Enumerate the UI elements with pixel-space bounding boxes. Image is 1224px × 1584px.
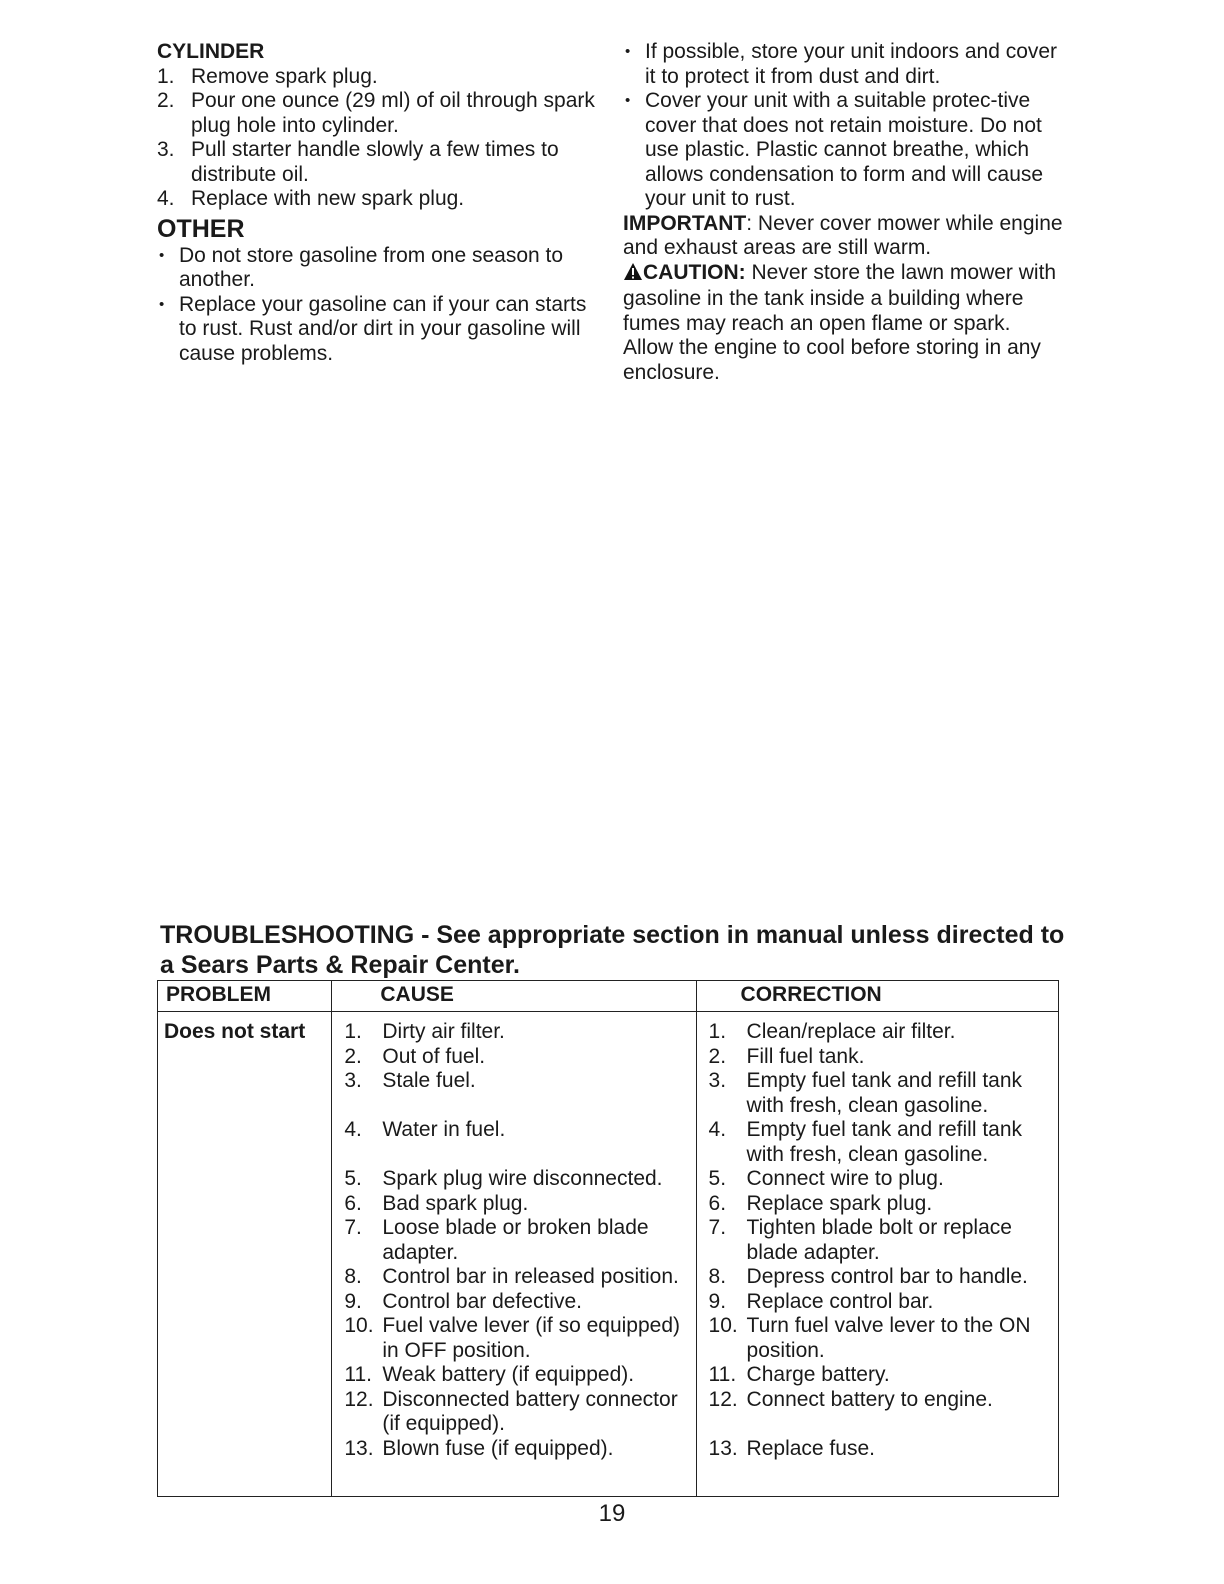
list-item (338, 1437, 689, 1462)
item-text: Stale fuel. (382, 1069, 476, 1092)
list-item (338, 1290, 689, 1315)
item-number: 5. (708, 1167, 727, 1190)
item-number: 1. (708, 1020, 727, 1043)
item-text: Out of fuel. (382, 1044, 486, 1068)
cause-cell (332, 1012, 696, 1497)
item-text: Spark plug wire disconnected. (382, 1167, 663, 1190)
list-item (338, 1314, 689, 1363)
item-text: Control bar defective. (382, 1289, 582, 1313)
item-number: 6. (708, 1191, 727, 1215)
cause-list (338, 1020, 689, 1461)
item-number: 9. (708, 1289, 727, 1313)
table-row (158, 1012, 1059, 1497)
item-text: Fill fuel tank. (746, 1044, 865, 1068)
list-item (338, 1265, 689, 1290)
item-text: Replace control bar. (746, 1289, 934, 1313)
list-item (157, 65, 597, 90)
list-item (703, 1314, 1052, 1363)
list-item (703, 1020, 1052, 1045)
step-number: 2. (157, 89, 175, 112)
item-number: 5. (344, 1167, 362, 1190)
step-text: Pour one ounce (29 ml) of oil through spark plug hole into cylinder. (191, 89, 595, 137)
item-text: Disconnected battery connector (if equipped). (382, 1387, 678, 1435)
list-item (703, 1265, 1052, 1290)
correction-header: CORRECTION (696, 981, 1058, 1012)
item-text: Clean/replace air filter. (746, 1020, 956, 1043)
item-text: Replace fuse. (746, 1436, 875, 1460)
list-item (338, 1069, 689, 1118)
item-number: 13. (344, 1436, 374, 1460)
right-column (623, 40, 1063, 385)
cylinder-steps (157, 65, 597, 212)
step-number: 4. (157, 187, 175, 210)
correction-cell (696, 1012, 1058, 1497)
item-text: Connect wire to plug. (746, 1167, 944, 1190)
table-header-row (158, 981, 1059, 1012)
list-item (338, 1020, 689, 1045)
item-number: 10. (344, 1314, 374, 1337)
list-item: • Cover your unit with a suitable protec-tive cover that does not retain moisture. Do not use plastic. Plastic cannot breathe, which allows condensation to form and will cause your unit to rust. (623, 89, 1063, 212)
item-number: 6. (344, 1191, 362, 1215)
list-item (338, 1118, 689, 1167)
important-note (623, 212, 1063, 261)
troubleshooting-table (157, 980, 1059, 1497)
item-text: Water in fuel. (382, 1118, 506, 1141)
item-text: Depress control bar to handle. (746, 1265, 1028, 1288)
item-number: 1. (344, 1020, 362, 1043)
item-text: Empty fuel tank and refill tank with fresh, clean gasoline. (746, 1069, 1023, 1117)
item-text: Dirty air filter. (382, 1020, 505, 1043)
list-item (338, 1192, 689, 1217)
item-number: 10. (708, 1314, 738, 1337)
list-item (157, 138, 597, 187)
other-heading: OTHER (157, 214, 245, 243)
list-item (703, 1437, 1052, 1462)
item-number: 4. (708, 1118, 727, 1141)
item-text: Blown fuse (if equipped). (382, 1436, 614, 1460)
troubleshooting-title: TROUBLESHOOTING - See appropriate section in manual unless directed to a Sears Parts & Repair Center. (160, 921, 1065, 979)
list-item: • Do not store gasoline from one season to another. (157, 244, 597, 293)
list-item (703, 1363, 1052, 1388)
item-text: Turn fuel valve lever to the ON position. (746, 1314, 1031, 1362)
step-text: Replace with new spark plug. (191, 187, 465, 210)
item-number: 3. (344, 1069, 362, 1092)
cause-header: CAUSE (332, 981, 696, 1012)
list-item (703, 1388, 1052, 1437)
item-text: Tighten blade bolt or replace blade adapter. (746, 1216, 1012, 1264)
item-number: 9. (344, 1289, 362, 1313)
list-item (703, 1045, 1052, 1070)
storage-bullets (623, 40, 1063, 212)
item-number: 8. (344, 1265, 362, 1288)
list-item (338, 1363, 689, 1388)
list-item (703, 1167, 1052, 1192)
other-bullets (157, 244, 597, 367)
warning-triangle-icon (623, 262, 643, 288)
item-number: 11. (344, 1363, 372, 1386)
list-item (338, 1045, 689, 1070)
item-text: Bad spark plug. (382, 1191, 529, 1215)
item-number: 12. (344, 1387, 374, 1411)
item-text: Empty fuel tank and refill tank with fresh, clean gasoline. (746, 1118, 1023, 1166)
list-item (703, 1118, 1052, 1167)
problem-text: Does not start (164, 1020, 306, 1043)
list-item (338, 1388, 689, 1437)
item-number: 8. (708, 1265, 727, 1288)
problem-header: PROBLEM (158, 981, 332, 1012)
item-number: 2. (344, 1044, 362, 1068)
item-text: Loose blade or broken blade adapter. (382, 1216, 649, 1264)
page-number: 19 (598, 1500, 626, 1527)
list-item (703, 1192, 1052, 1217)
item-number: 7. (344, 1216, 362, 1239)
list-item (157, 89, 597, 138)
list-item (703, 1216, 1052, 1265)
item-number: 3. (708, 1069, 727, 1092)
left-column (157, 40, 597, 366)
item-number: 4. (344, 1118, 362, 1141)
problem-cell (158, 1012, 332, 1497)
step-number: 1. (157, 64, 175, 88)
list-item (338, 1216, 689, 1265)
item-text: Replace spark plug. (746, 1191, 933, 1215)
list-item: • Replace your gasoline can if your can starts to rust. Rust and/or dirt in your gasoline will cause problems. (157, 293, 597, 367)
item-number: 7. (708, 1216, 727, 1239)
step-text: Remove spark plug. (191, 64, 378, 88)
step-text: Pull starter handle slowly a few times to distribute oil. (191, 138, 559, 186)
caution-label: CAUTION: (643, 260, 746, 284)
item-text: Connect battery to engine. (746, 1387, 993, 1411)
caution-text: Never store the lawn mower with gasoline in the tank inside a building where fumes may reach an open flame or spark. Allow the engine to cool before storing in any enclosure. (623, 260, 1057, 384)
list-item: • If possible, store your unit indoors and cover it to protect it from dust and dirt. (623, 40, 1063, 89)
list-item (157, 187, 597, 212)
list-item (338, 1167, 689, 1192)
item-number: 12. (708, 1387, 738, 1411)
item-number: 11. (708, 1363, 737, 1386)
item-number: 13. (708, 1436, 738, 1460)
caution-note (623, 261, 1063, 386)
important-label: IMPORTANT (623, 211, 747, 235)
step-number: 3. (157, 138, 175, 161)
list-item (703, 1069, 1052, 1118)
correction-list (703, 1020, 1052, 1461)
item-text: Control bar in released position. (382, 1265, 679, 1288)
important-text: : Never cover mower while engine and exhaust areas are still warm. (623, 211, 1063, 259)
item-text: Weak battery (if equipped). (382, 1363, 635, 1386)
cylinder-heading: CYLINDER (157, 40, 265, 63)
list-item (703, 1290, 1052, 1315)
item-text: Charge battery. (746, 1363, 890, 1386)
item-number: 2. (708, 1044, 727, 1068)
item-text: Fuel valve lever (if so equipped) in OFF position. (382, 1314, 681, 1362)
